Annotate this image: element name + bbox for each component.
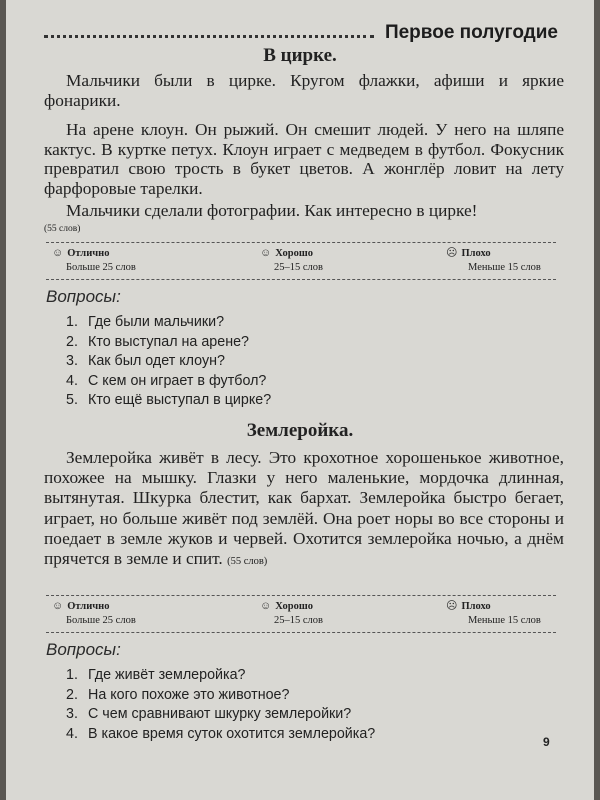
sad-face-icon: ☹ <box>446 600 458 612</box>
page-number: 9 <box>543 735 550 749</box>
questions-heading: Вопросы: <box>46 287 121 306</box>
questions-heading: Вопросы: <box>46 640 121 659</box>
word-count: (55 слов) <box>44 224 81 234</box>
question-item: 4. В какое время суток охотится землеройка? <box>66 725 376 742</box>
story-paragraph-3: Мальчики сделали фотографии. Как интересно в цирке! <box>66 201 478 220</box>
rating-good: ☺ Хорошо 25–15 слов <box>260 247 323 273</box>
question-item: 4. С кем он играет в футбол? <box>66 372 267 389</box>
story-paragraph-2: На арене клоун. Он рыжий. Он смешит людей. У него на шляпе кактус. В куртке петух. Клоун играет с медведем в футбол. Фокусник превратил свою трость в букет цветов. А жонглёр ловит на лету фарфоровые тарелки. <box>44 120 564 198</box>
question-item: 1. Где были мальчики? <box>66 314 225 330</box>
question-item: 3. С чем сравнивают шкурку землеройки? <box>66 706 352 722</box>
reading-rating-scale <box>46 242 556 280</box>
neutral-face-icon: ☺ <box>260 247 272 259</box>
neutral-face-icon: ☺ <box>260 600 272 612</box>
header-dotted-leader <box>44 35 374 38</box>
questions-list <box>66 313 271 411</box>
rating-bad: ☹ Плохо Меньше 15 слов <box>446 247 541 273</box>
rating-excellent: ☺ Отлично Больше 25 слов <box>52 600 136 626</box>
questions-list <box>66 666 375 744</box>
word-count: (55 слов) <box>227 556 268 568</box>
rating-bad: ☹ Плохо Меньше 15 слов <box>446 600 541 626</box>
workbook-page <box>6 0 594 800</box>
question-item: 1. Где живёт землеройка? <box>66 667 246 683</box>
story-paragraph-shrew: Землеройка живёт в лесу. Это крохотное хорошенькое животное, похожее на мышку. Глазки у него маленькие, мордочка длинная, вытянутая. Шкурка блестит, как бархат. Землеройка быстро бегает, играет, но больше живёт под землёй. Она роет норы во все стороны и поедает в земле жуков и червей. Охотится землеройка ночью, а днём прячется в земле и спит. (55 слов) <box>44 448 564 569</box>
story-paragraph-1: Мальчики были в цирке. Кругом флажки, афиши и яркие фонарики. <box>44 71 564 110</box>
rating-excellent: ☺ Отлично Больше 25 слов <box>52 247 136 273</box>
question-item: 5. Кто ещё выступал в цирке? <box>66 392 272 408</box>
smile-face-icon: ☺ <box>52 600 64 612</box>
story-title-shrew: Землеройка. <box>246 420 354 441</box>
section-title: Первое полугодие <box>384 22 558 43</box>
question-item: 2. На кого похоже это животное? <box>66 686 290 703</box>
smile-face-icon: ☺ <box>52 247 64 259</box>
question-item: 3. Как был одет клоун? <box>66 353 225 369</box>
question-item: 2. Кто выступал на арене? <box>66 333 249 350</box>
page-header <box>44 22 564 44</box>
reading-rating-scale <box>46 595 556 633</box>
sad-face-icon: ☹ <box>446 247 458 259</box>
story-title-circus: В цирке. <box>263 45 337 66</box>
rating-good: ☺ Хорошо 25–15 слов <box>260 600 323 626</box>
